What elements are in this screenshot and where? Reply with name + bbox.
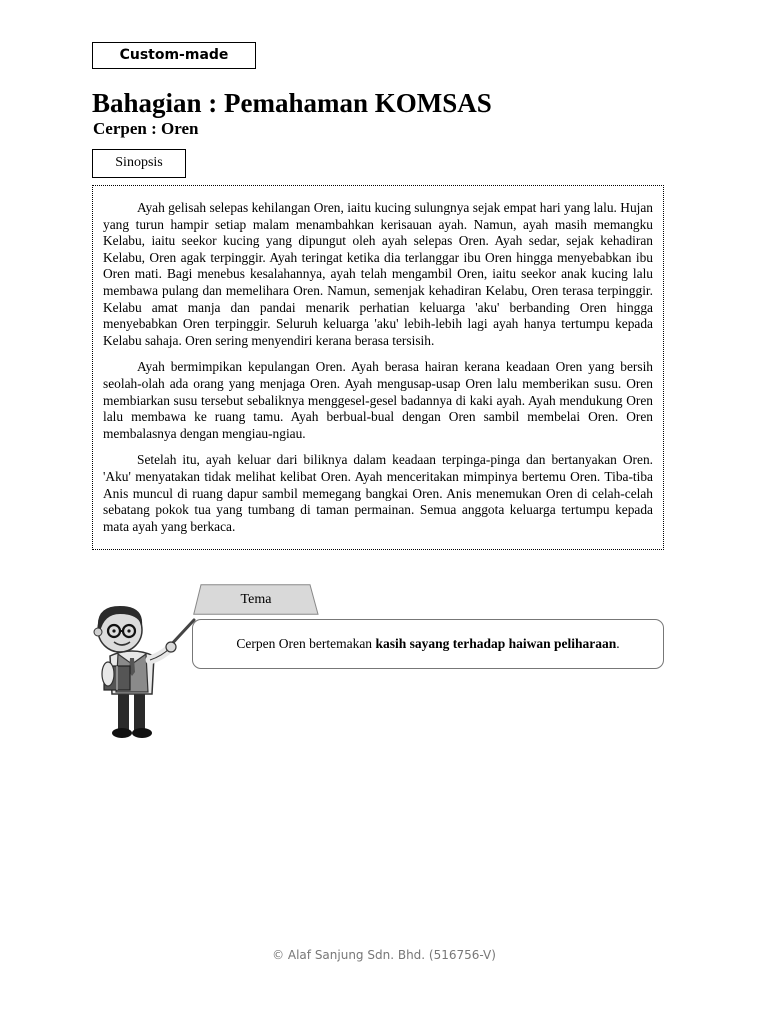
custom-made-tag: Custom-made: [92, 42, 256, 69]
sinopsis-label: Sinopsis: [92, 149, 186, 178]
synopsis-box: [92, 185, 664, 550]
synopsis-paragraph-3: Setelah itu, ayah keluar dari biliknya dalam keadaan terpinga-pinga dan bertanyakan Oren. 'Aku' menyatakan tidak melihat kelibat Oren. Ayah menceritakan mimpinya bertemu Oren. Tiba-tiba Anis muncul di ruang dapur sambil memegang bangkai Oren. Anis menemukan Oren di celah-celah sebatang pokok tua yang tumbang di taman permainan. Semua anggota keluarga tertumpu kepada mata ayah yang berkaca.: [103, 452, 653, 534]
tema-text: [236, 636, 619, 652]
tema-content-box: [192, 619, 664, 669]
synopsis-paragraph-1: Ayah gelisah selepas kehilangan Oren, iaitu kucing sulungnya sejak empat hari yang lalu. Hujan yang turun hampir setiap malam menambahkan kerisauan ayah. Namun, ayah masih memangku Kelabu, iaitu seekor kucing yang dipungut oleh ayah selepas Oren. Ayah sedar, sejak kehadiran Kelabu, Oren agak terpinggir. Ayah teringat ketika dia terlanggar ibu Oren hingga menyebabkan ibu Oren mati. Bagi menebus kesalahannya, ayah telah mengambil Oren, iaitu seekor anak kucing lalu membawa pulang dan memelihara Oren. Namun, semenjak kehadiran Kelabu, Oren terasa terpinggir. Kelabu amat manja dan pandai menarik perhatian keluarga 'aku' berbanding Oren hingga menyebabkan Oren terpinggir. Seluruh keluarga 'aku' lebih-lebih lagi ayah hanya tertumpu kepada Kelabu sahaja. Oren sering menyendiri kerana berasa tersisih.: [103, 200, 653, 348]
teacher-illustration: [88, 598, 196, 745]
tema-label: Tema: [240, 592, 272, 607]
page-subtitle: Cerpen : Oren: [93, 119, 199, 138]
tema-text-after: .: [616, 636, 620, 651]
page-title: Bahagian : Pemahaman KOMSAS: [92, 88, 492, 118]
footer-copyright: © Alaf Sanjung Sdn. Bhd. (516756-V): [272, 948, 496, 962]
synopsis-paragraph-2: Ayah bermimpikan kepulangan Oren. Ayah berasa hairan kerana keadaan Oren yang bersih seolah-olah ada orang yang menjaga Oren. Ayah mengusap-usap Oren lalu memberikan susu. Oren membiarkan susu tersebut sebaliknya menggesel-gesel badannya di kaki ayah. Ayah mendukung Oren lalu membawa ke ruang tamu. Ayah berbual-bual dengan Oren sambil membelai Oren. Oren membalasnya dengan mengiau-ngiau.: [103, 359, 653, 441]
tema-tab: [193, 584, 319, 615]
tema-text-before: Cerpen Oren bertemakan: [236, 636, 376, 651]
tema-text-bold: kasih sayang terhadap haiwan peliharaan: [375, 636, 617, 651]
